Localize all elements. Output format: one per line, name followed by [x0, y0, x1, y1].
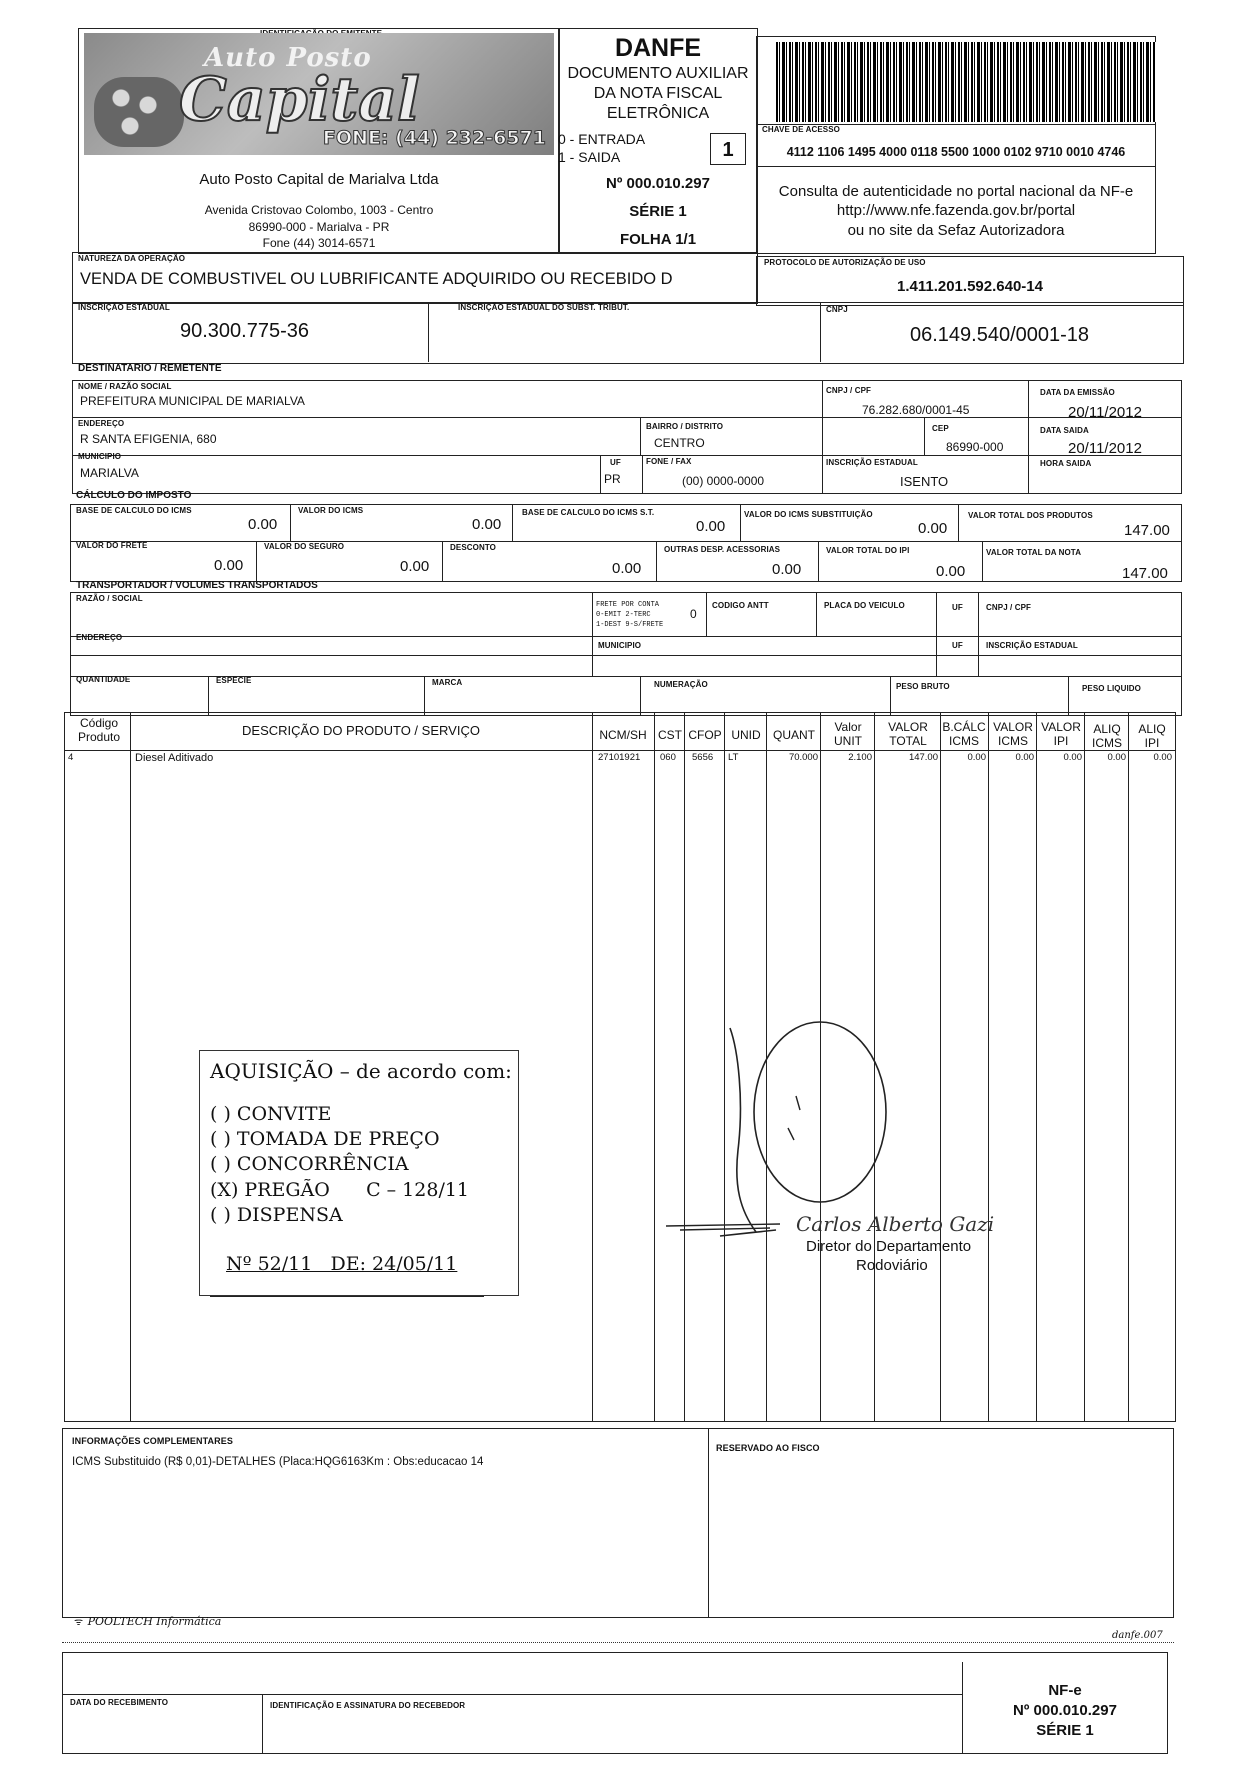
total-produtos-value: 147.00 [1124, 522, 1170, 539]
frete-line-3: 1-DEST 9-S/FRETE [596, 621, 664, 629]
ie-label: INSCRIÇÃO ESTADUAL [78, 303, 170, 312]
ie-st-label: INSCRIÇÃO ESTADUAL DO SUBST. TRIBUT. [458, 303, 630, 312]
dest-nome-value: PREFEITURA MUNICIPAL DE MARIALVA [80, 394, 305, 408]
emitente-address: Avenida Cristovao Colombo, 1003 - Centro [204, 203, 434, 217]
info-label: INFORMAÇÕES COMPLEMENTARES [72, 1436, 233, 1446]
desconto-value: 0.00 [612, 560, 642, 577]
item-unid: LT [728, 752, 739, 763]
item-aliq-ipi: 0.00 [1153, 752, 1172, 763]
dest-fone-label: FONE / FAX [646, 457, 692, 466]
col-unid: UNID [731, 728, 761, 742]
software-credit [74, 1612, 221, 1630]
grapes-logo-icon [94, 77, 184, 147]
col-valor-ipi: VALOR IPI [1041, 720, 1081, 748]
antt-label: CODIGO ANTT [712, 601, 769, 610]
dest-uf-value: PR [604, 472, 621, 486]
item-ncm: 27101921 [598, 752, 641, 763]
dest-cep-value: 86990-000 [946, 440, 1004, 454]
col-bc-icms: B.CÁLC ICMS [942, 720, 986, 748]
outras-value: 0.00 [772, 561, 802, 578]
dest-emissao-label: DATA DA EMISSÃO [1040, 388, 1115, 397]
cnpj-label: CNPJ [826, 305, 848, 314]
dest-cnpj-label: CNPJ / CPF [826, 386, 872, 395]
frete-value: 0.00 [214, 557, 244, 574]
danfe-folha: FOLHA 1/1 [619, 231, 697, 248]
seguro-value: 0.00 [400, 558, 430, 575]
stamp-opt-tomada: ( ) TOMADA DE PREÇO [210, 1128, 440, 1150]
col-codigo: Código Produto [77, 716, 121, 744]
canhoto-nfe: NF-e [1048, 1682, 1082, 1699]
info-value: ICMS Substituido (R$ 0,01)-DETALHES (Placa:HQG6163Km : Obs:educacao 14 [72, 1456, 484, 1468]
imposto-section-label: CÁLCULO DO IMPOSTO [76, 490, 192, 501]
emitente-phone: Fone (44) 3014-6571 [262, 236, 376, 250]
pooltech-icon: ᯤ [74, 1617, 84, 1628]
seguro-label: VALOR DO SEGURO [264, 542, 345, 551]
frete-line-2: 0-EMIT 2-TERC [596, 611, 651, 619]
valor-st-label: VALOR DO ICMS SUBSTITUIÇÃO [744, 510, 873, 519]
cut-line [62, 1642, 1174, 1643]
item-valor-unit: 2.100 [848, 752, 872, 763]
quantidade-label: QUANTIDADE [76, 675, 131, 684]
logo-brand-main: Capital [179, 65, 420, 135]
valor-icms-value: 0.00 [472, 516, 502, 533]
cnpj-value: 06.149.540/0001-18 [910, 324, 1090, 346]
dest-emissao-value: 20/11/2012 [1068, 404, 1142, 421]
dest-nome-label: NOME / RAZÃO SOCIAL [78, 382, 172, 391]
dest-fone-value: (00) 0000-0000 [682, 474, 765, 488]
signature-name: Carlos Alberto Gazi [796, 1212, 995, 1236]
total-nota-label: VALOR TOTAL DA NOTA [986, 548, 1082, 557]
ipi-label: VALOR TOTAL DO IPI [826, 546, 910, 555]
dest-ie-label: INSCRIÇÃO ESTADUAL [826, 458, 918, 467]
danfe-saida: 1 - SAIDA [558, 149, 621, 165]
valor-st-value: 0.00 [918, 520, 948, 537]
col-valor-total: VALOR TOTAL [888, 720, 928, 748]
danfe-subtitle-2: DA NOTA FISCAL [593, 85, 723, 102]
total-produtos-label: VALOR TOTAL DOS PRODUTOS [968, 511, 1093, 520]
danfe-title: DANFE [614, 34, 702, 62]
item-valor-icms: 0.00 [1015, 752, 1034, 763]
transp-razao-label: RAZÃO / SOCIAL [76, 594, 143, 603]
stamp-opt-convite: ( ) CONVITE [210, 1103, 332, 1125]
consulta-line-2: http://www.nfe.fazenda.gov.br/portal [836, 202, 1076, 219]
signature-role-2: Rodoviário [856, 1257, 928, 1274]
recebimento-label: DATA DO RECEBIMENTO [70, 1698, 169, 1707]
base-icms-label: BASE DE CALCULO DO ICMS [76, 506, 192, 515]
dest-saida-label: DATA SAIDA [1040, 426, 1089, 435]
protocolo-label: PROTOCOLO DE AUTORIZAÇÃO DE USO [764, 258, 926, 267]
danfe-number: Nº 000.010.297 [606, 175, 710, 192]
stamp-opt-concorrencia: ( ) CONCORRÊNCIA [210, 1153, 409, 1175]
outras-label: OUTRAS DESP. ACESSORIAS [664, 545, 781, 554]
stamp-opt-dispensa: ( ) DISPENSA [210, 1204, 343, 1226]
operation-type-box: 1 [710, 133, 746, 165]
col-descricao: DESCRIÇÃO DO PRODUTO / SERVIÇO [242, 723, 480, 738]
chave-label: CHAVE DE ACESSO [762, 125, 840, 134]
ipi-value: 0.00 [936, 563, 966, 580]
item-valor-total: 147.00 [908, 752, 938, 763]
peso-liquido-label: PESO LIQUIDO [1082, 684, 1141, 693]
transp-cnpj-label: CNPJ / CPF [986, 603, 1032, 612]
item-valor-ipi: 0.00 [1063, 752, 1082, 763]
danfe-serie: SÉRIE 1 [629, 203, 687, 220]
col-ncm: NCM/SH [599, 728, 647, 742]
destinatario-section-label: DESTINATARIO / REMETENTE [78, 363, 222, 374]
col-aliq-icms: ALIQ ICMS [1092, 722, 1122, 750]
company-logo [84, 33, 554, 155]
frete-line-1: FRETE POR CONTA [596, 601, 660, 609]
dest-endereco-value: R SANTA EFIGENIA, 680 [80, 432, 217, 446]
col-valor-unit: Valor UNIT [834, 720, 862, 748]
item-quant: 70.000 [788, 752, 818, 763]
form-code: danfe.007 [1112, 1630, 1163, 1641]
dest-uf-label: UF [610, 458, 621, 467]
item-bc-icms: 0.00 [967, 752, 986, 763]
item-codigo: 4 [68, 752, 74, 763]
natureza-value: VENDA DE COMBUSTIVEL OU LUBRIFICANTE ADQUIRIDO OU RECEBIDO D [80, 270, 673, 288]
dest-bairro-label: BAIRRO / DISTRITO [646, 422, 724, 431]
dest-cep-label: CEP [932, 424, 949, 433]
base-icms-value: 0.00 [248, 516, 278, 533]
col-cst: CST [658, 728, 682, 742]
col-aliq-ipi: ALIQ IPI [1138, 722, 1166, 750]
protocolo-value: 1.411.201.592.640-14 [897, 278, 1043, 295]
stamp-numero: Nº 52/11 DE: 24/05/11 [226, 1253, 458, 1275]
natureza-label: NATUREZA DA OPERAÇÃO [78, 254, 186, 263]
dest-endereco-label: ENDEREÇO [78, 419, 125, 428]
transp-endereco-label: ENDEREÇO [76, 633, 123, 642]
canhoto-numero: Nº 000.010.297 [1013, 1702, 1117, 1719]
transportador-section-label: TRANSPORTADOR / VOLUMES TRANSPORTADOS [76, 580, 318, 591]
item-cfop: 5656 [692, 752, 714, 763]
dest-saida-value: 20/11/2012 [1068, 440, 1142, 457]
logo-brand-top: Auto Posto [204, 43, 372, 73]
col-cfop: CFOP [688, 728, 722, 742]
emitente-name: Auto Posto Capital de Marialva Ltda [199, 171, 439, 188]
danfe-subtitle-3: ELETRÔNICA [606, 105, 710, 122]
danfe-subtitle-1: DOCUMENTO AUXILIAR [567, 65, 749, 82]
total-nota-value: 147.00 [1122, 565, 1168, 582]
marca-label: MARCA [432, 678, 463, 687]
numeracao-label: NUMERAÇÃO [654, 680, 708, 689]
item-cst: 060 [660, 752, 676, 763]
stamp-opt-pregao: (X) PREGÃO C – 128/11 [210, 1179, 470, 1201]
dest-cnpj-value: 76.282.680/0001-45 [862, 403, 970, 417]
base-st-value: 0.00 [696, 518, 726, 535]
stamp-title: AQUISIÇÃO – de acordo com: [210, 1059, 512, 1083]
ie-value: 90.300.775-36 [180, 320, 310, 342]
frete-por-conta [596, 600, 663, 630]
transp-municipio-label: MUNICIPIO [598, 641, 642, 650]
desconto-label: DESCONTO [450, 543, 496, 552]
dest-bairro-value: CENTRO [654, 436, 705, 450]
transp-ie-label: INSCRIÇÃO ESTADUAL [986, 641, 1078, 650]
dest-municipio-label: MUNICIPIO [78, 452, 122, 461]
fisco-label: RESERVADO AO FISCO [716, 1443, 820, 1453]
peso-bruto-label: PESO BRUTO [896, 682, 950, 691]
consulta-line-3: ou no site da Sefaz Autorizadora [847, 222, 1065, 239]
chave-value: 4112 1106 1495 4000 0118 5500 1000 0102 9710 0010 4746 [786, 145, 1126, 159]
col-valor-icms: VALOR ICMS [993, 720, 1033, 748]
danfe-entrada: 0 - ENTRADA [558, 131, 646, 147]
frete-label: VALOR DO FRETE [76, 541, 148, 550]
dest-municipio-value: MARIALVA [80, 466, 139, 480]
barcode [776, 42, 1156, 122]
recebedor-label: IDENTIFICAÇÃO E ASSINATURA DO RECEBEDOR [270, 1701, 466, 1710]
canhoto-serie: SÉRIE 1 [1036, 1722, 1094, 1739]
dest-hora-label: HORA SAIDA [1040, 459, 1092, 468]
software-name: POOLTECH Informática [87, 1615, 222, 1628]
aquisicao-stamp [199, 1050, 519, 1296]
frete-value-field: 0 [690, 607, 697, 621]
valor-icms-label: VALOR DO ICMS [298, 506, 364, 515]
signature-role-1: Diretor do Departamento [806, 1238, 972, 1255]
base-st-label: BASE DE CALCULO DO ICMS S.T. [522, 508, 655, 517]
consulta-line-1: Consulta de autenticidade no portal nacional da NF-e [778, 183, 1134, 200]
especie-label: ESPECIE [216, 676, 252, 685]
transp-uf2-label: UF [952, 641, 963, 650]
logo-phone: FONE: (44) 232-6571 [322, 127, 546, 149]
placa-label: PLACA DO VEICULO [824, 601, 905, 610]
col-quant: QUANT [773, 728, 815, 742]
transp-uf-label: UF [952, 603, 963, 612]
item-aliq-icms: 0.00 [1107, 752, 1126, 763]
item-descricao: Diesel Aditivado [135, 752, 214, 764]
emitente-city: 86990-000 - Marialva - PR [248, 220, 390, 234]
dest-ie-value: ISENTO [900, 474, 949, 489]
